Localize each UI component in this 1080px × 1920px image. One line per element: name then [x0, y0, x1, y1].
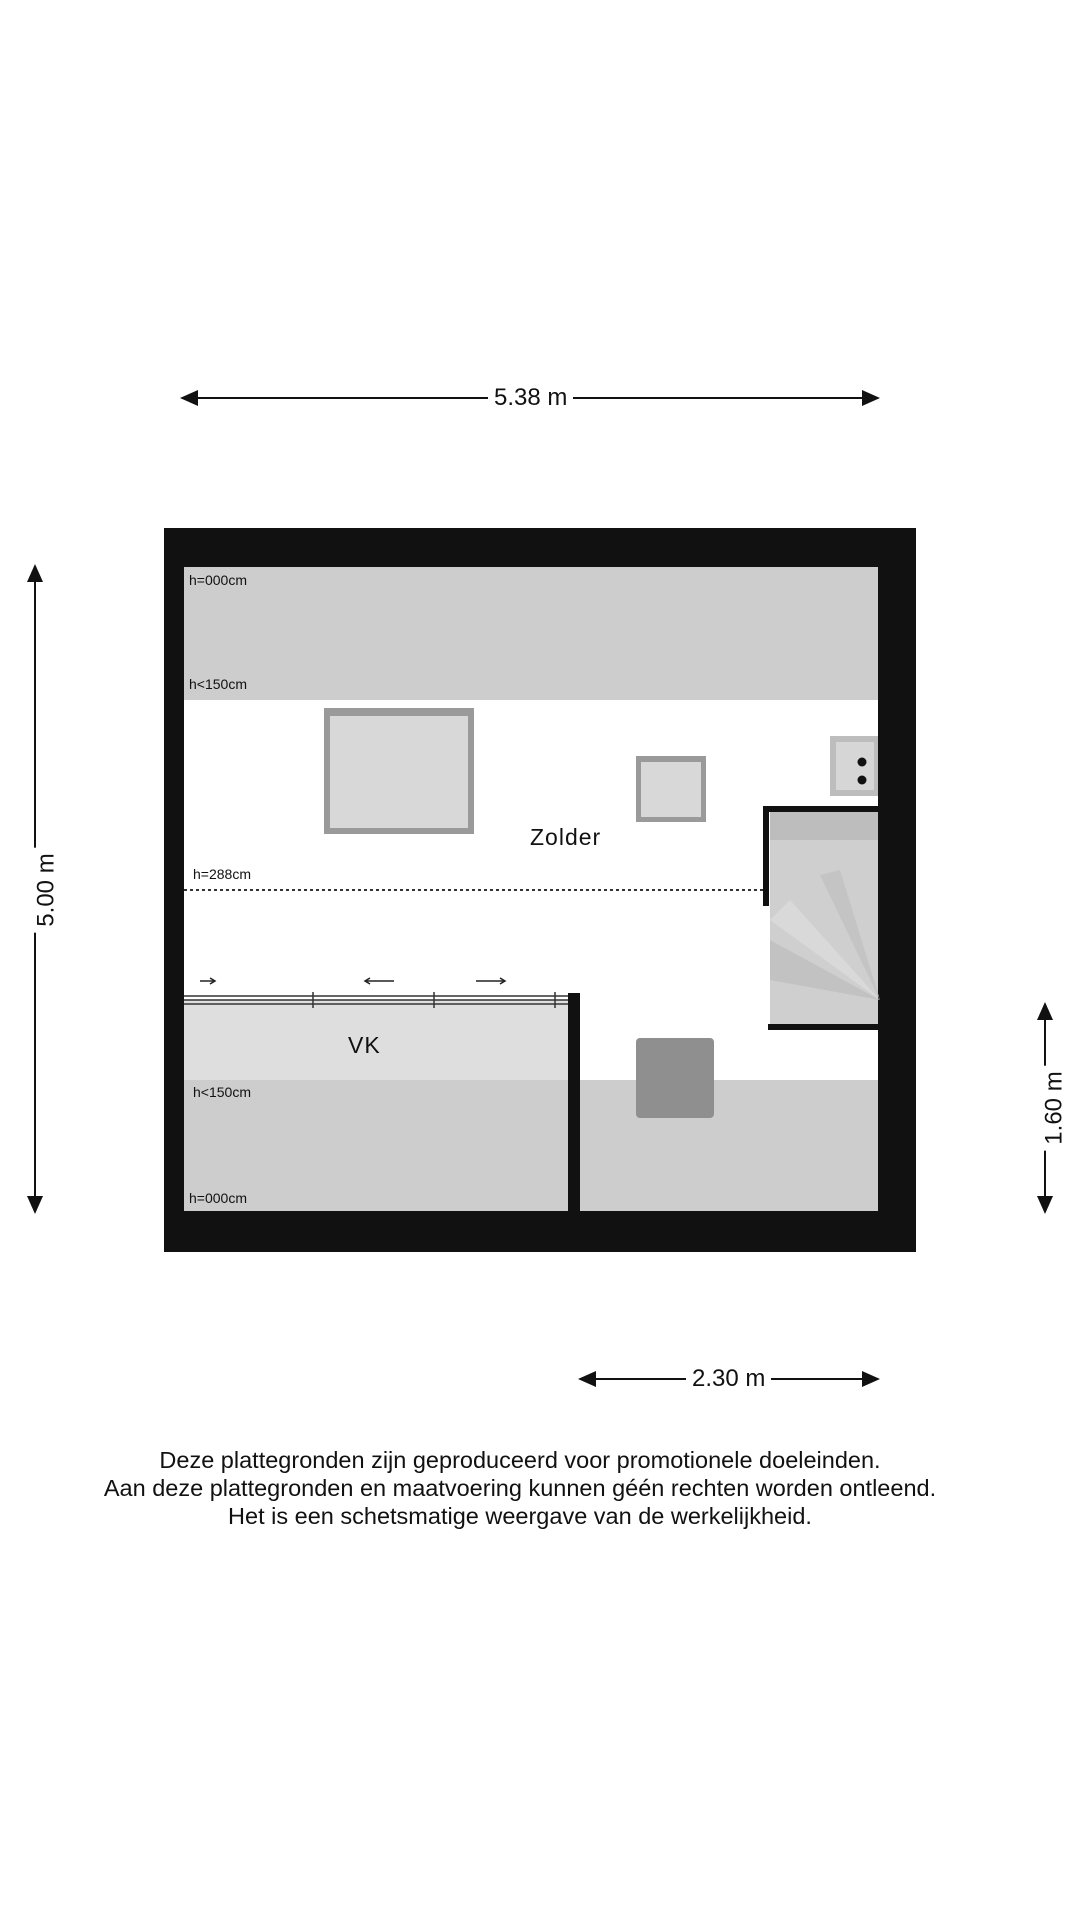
- small-furniture: [636, 756, 706, 822]
- height-tag-top-150: h<150cm: [189, 676, 247, 692]
- height-tag-ridge: h=288cm: [193, 866, 251, 882]
- low-ceiling-zone-bottom: [184, 1080, 878, 1211]
- height-tag-bottom-zero: h=000cm: [189, 1190, 247, 1206]
- disclaimer-line-2: Aan deze plattegronden en maatvoering kunnen géén rechten worden ontleend.: [103, 1475, 937, 1501]
- height-tag-top-zero: h=000cm: [189, 572, 247, 588]
- disclaimer-line-1: Deze plattegronden zijn geproduceerd voor promotionele doeleinden.: [159, 1447, 881, 1473]
- height-tag-bottom-150: h<150cm: [193, 1084, 251, 1100]
- room-label-storage: VK: [348, 1032, 381, 1058]
- room-label-attic: Zolder: [530, 824, 602, 850]
- staircase: [763, 806, 880, 1030]
- large-furniture: [324, 708, 474, 834]
- right-dimension-label: 1.60 m: [1041, 1065, 1069, 1150]
- left-dimension-label: 5.00 m: [33, 847, 61, 932]
- storage-partition-wall: [568, 993, 580, 1211]
- boiler-unit: [830, 736, 878, 796]
- disclaimer: [0, 1446, 1040, 1530]
- disclaimer-line-3: Het is een schetsmatige weergave van de werkelijkheid.: [228, 1503, 812, 1529]
- chair: [636, 1038, 714, 1118]
- low-ceiling-zone-top: [184, 567, 878, 700]
- top-dimension-label: 5.38 m: [488, 384, 573, 412]
- bottom-dimension-label: 2.30 m: [686, 1365, 771, 1393]
